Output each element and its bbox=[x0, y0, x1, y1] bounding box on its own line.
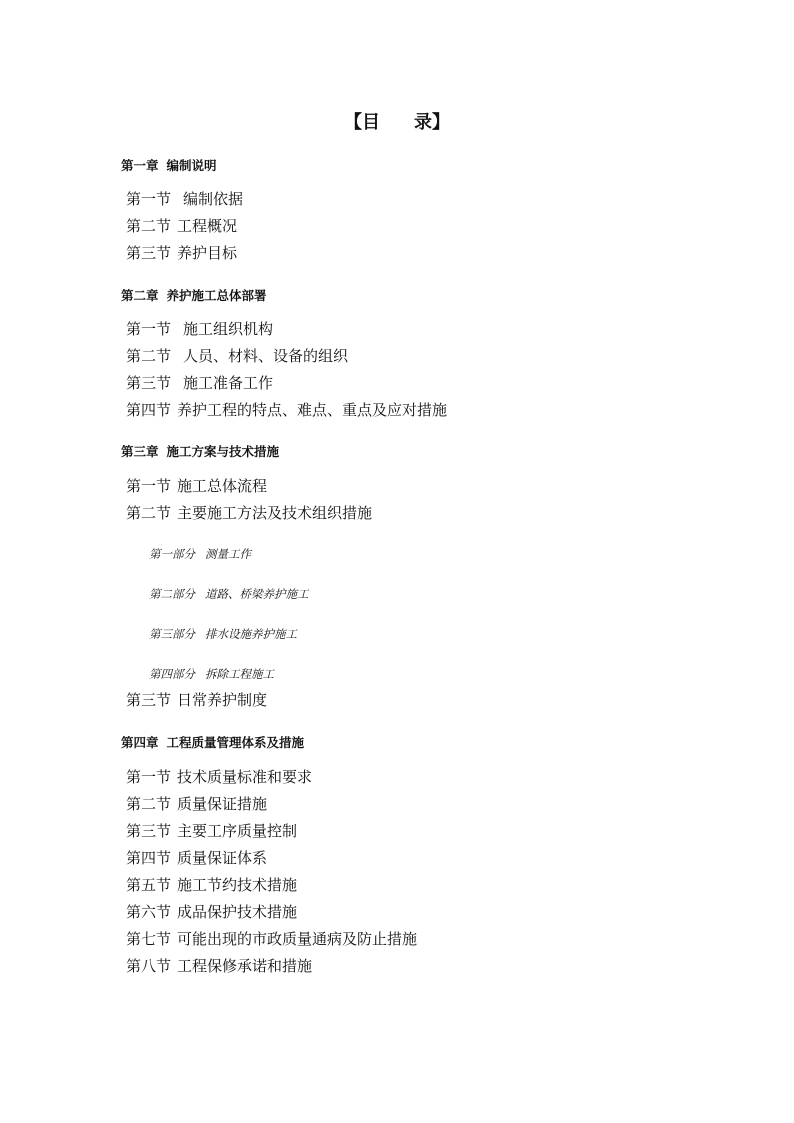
chapter-title: 施工方案与技术措施 bbox=[166, 444, 280, 459]
section-entry[interactable] bbox=[121, 370, 721, 397]
chapter-number: 第二章 bbox=[121, 288, 159, 303]
section-title: 主要施工方法及技术组织措施 bbox=[177, 504, 373, 522]
section-entry[interactable] bbox=[121, 213, 721, 240]
chapter-title: 养护施工总体部署 bbox=[166, 288, 267, 303]
toc-title-close: 录】 bbox=[414, 112, 450, 133]
section-entry[interactable] bbox=[121, 764, 721, 791]
section-number: 第一节 bbox=[126, 320, 172, 338]
part-number: 第三部分 bbox=[149, 627, 195, 641]
section-number: 第三节 bbox=[126, 822, 172, 840]
section-number: 第七节 bbox=[126, 930, 172, 948]
section-entry[interactable] bbox=[121, 343, 721, 370]
toc-title bbox=[0, 108, 794, 134]
section-number: 第一节 bbox=[126, 768, 172, 786]
section-title: 质量保证体系 bbox=[177, 849, 268, 867]
section-number: 第三节 bbox=[126, 374, 172, 392]
section-entry[interactable] bbox=[121, 953, 721, 980]
section-entry[interactable] bbox=[121, 791, 721, 818]
section-entry[interactable] bbox=[121, 872, 721, 899]
section-entry[interactable] bbox=[121, 397, 721, 424]
chapter-number: 第四章 bbox=[121, 735, 159, 750]
section-title: 质量保证措施 bbox=[177, 795, 268, 813]
chapter-heading[interactable] bbox=[121, 156, 721, 176]
section-number: 第三节 bbox=[126, 691, 172, 709]
part-number: 第四部分 bbox=[149, 667, 195, 681]
part-number: 第二部分 bbox=[149, 587, 195, 601]
table-of-contents bbox=[121, 156, 721, 980]
section-title: 施工总体流程 bbox=[177, 477, 268, 495]
part-number: 第一部分 bbox=[149, 547, 195, 561]
section-number: 第二节 bbox=[126, 347, 172, 365]
section-title: 技术质量标准和要求 bbox=[177, 768, 313, 786]
section-entry[interactable] bbox=[121, 500, 721, 527]
section-entry[interactable] bbox=[121, 240, 721, 267]
section-title: 人员、材料、设备的组织 bbox=[183, 347, 349, 365]
section-title: 工程概况 bbox=[177, 217, 238, 235]
section-entry[interactable] bbox=[121, 316, 721, 343]
section-title: 编制依据 bbox=[183, 190, 244, 208]
section-title: 养护目标 bbox=[177, 244, 238, 262]
section-entry[interactable] bbox=[121, 473, 721, 500]
part-title: 拆除工程施工 bbox=[205, 667, 274, 681]
part-title: 测量工作 bbox=[205, 547, 251, 561]
chapter-title: 工程质量管理体系及措施 bbox=[166, 735, 305, 750]
section-title: 可能出现的市政质量通病及防止措施 bbox=[177, 930, 418, 948]
toc-title-open: 【目 bbox=[344, 112, 380, 133]
section-number: 第一节 bbox=[126, 477, 172, 495]
chapter-heading[interactable] bbox=[121, 442, 721, 462]
section-title: 主要工序质量控制 bbox=[177, 822, 298, 840]
chapter-heading[interactable] bbox=[121, 286, 721, 306]
section-title: 施工节约技术措施 bbox=[177, 876, 298, 894]
section-title: 施工组织机构 bbox=[183, 320, 274, 338]
part-entry[interactable] bbox=[121, 614, 721, 654]
section-number: 第三节 bbox=[126, 244, 172, 262]
chapter-title: 编制说明 bbox=[166, 158, 217, 173]
chapter-number: 第三章 bbox=[121, 444, 159, 459]
section-number: 第二节 bbox=[126, 795, 172, 813]
part-title: 排水设施养护施工 bbox=[205, 627, 297, 641]
section-title: 成品保护技术措施 bbox=[177, 903, 298, 921]
section-entry[interactable] bbox=[121, 845, 721, 872]
part-entry[interactable] bbox=[121, 574, 721, 614]
section-title: 养护工程的特点、难点、重点及应对措施 bbox=[177, 401, 448, 419]
part-title: 道路、桥梁养护施工 bbox=[205, 587, 309, 601]
section-number: 第六节 bbox=[126, 903, 172, 921]
section-number: 第二节 bbox=[126, 217, 172, 235]
section-entry[interactable] bbox=[121, 926, 721, 953]
chapter-number: 第一章 bbox=[121, 158, 159, 173]
section-title: 日常养护制度 bbox=[177, 691, 268, 709]
section-entry[interactable] bbox=[121, 687, 721, 714]
section-number: 第一节 bbox=[126, 190, 172, 208]
section-number: 第二节 bbox=[126, 504, 172, 522]
chapter-heading[interactable] bbox=[121, 733, 721, 753]
section-number: 第八节 bbox=[126, 957, 172, 975]
section-number: 第四节 bbox=[126, 401, 172, 419]
section-number: 第四节 bbox=[126, 849, 172, 867]
section-entry[interactable] bbox=[121, 186, 721, 213]
section-entry[interactable] bbox=[121, 818, 721, 845]
section-entry[interactable] bbox=[121, 899, 721, 926]
part-entry[interactable] bbox=[121, 534, 721, 574]
section-number: 第五节 bbox=[126, 876, 172, 894]
section-title: 工程保修承诺和措施 bbox=[177, 957, 313, 975]
section-title: 施工准备工作 bbox=[183, 374, 274, 392]
